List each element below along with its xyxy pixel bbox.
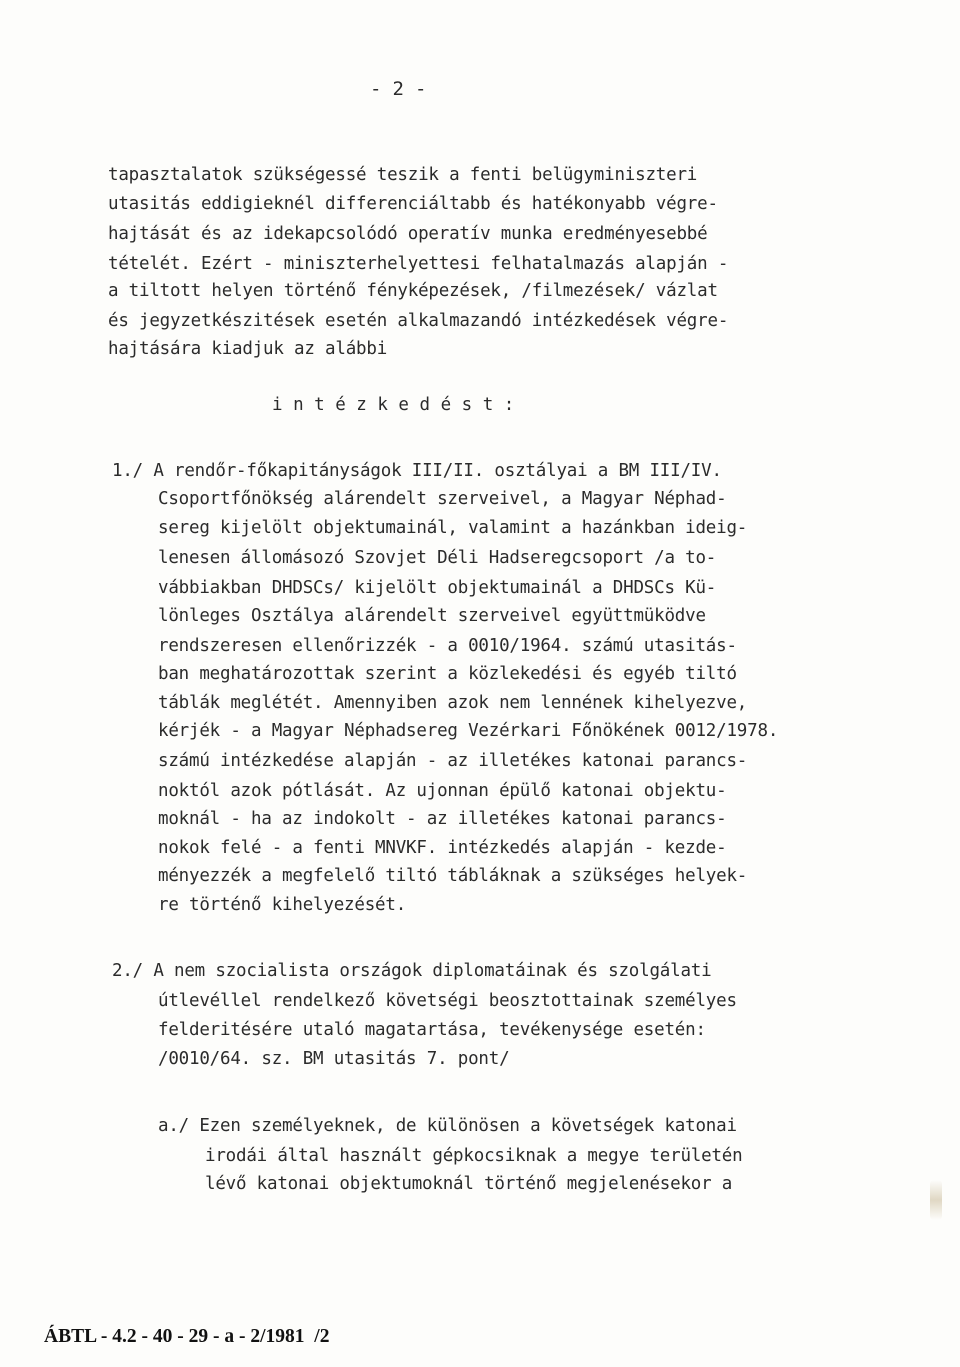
point1-line: vábbiakban DHDSCs/ kijelölt objektumainál a DHDSCs Kü- (158, 578, 717, 598)
point2a-line: a./ Ezen személyeknek, de különösen a követségek katonai (158, 1116, 737, 1136)
point1-line: lönleges Osztálya alárendelt szerveivel együttmüködve (158, 606, 706, 626)
intro-line: és jegyzetkészitések esetén alkalmazandó intézkedések végre- (108, 311, 729, 331)
intro-line: hajtását és az idekapcsolódó operatív munka eredményesebbé (108, 224, 708, 244)
point2-line: /0010/64. sz. BM utasitás 7. pont/ (158, 1049, 510, 1069)
point1-line: Csoportfőnökség alárendelt szerveivel, a Magyar Néphad- (158, 489, 727, 509)
point1-line: ményezzék a megfelelő tiltó tábláknak a szükséges helyek- (158, 866, 748, 886)
point1-line: rendszeresen ellenőrizzék - a 0010/1964. számú utasitás- (158, 636, 737, 656)
point1-line: 1./ A rendőr-főkapitányságok III/II. osztályai a BM III/IV. (112, 461, 722, 481)
point2a-line: irodái által használt gépkocsiknak a megye területén (205, 1146, 743, 1166)
intro-line: a tiltott helyen történő fényképezések, /filmezések/ vázlat (108, 281, 718, 301)
intro-line: utasitás eddigieknél differenciáltabb és hatékonyabb végre- (108, 194, 718, 214)
point2a-line: lévő katonai objektumoknál történő megjelenésekor a (205, 1174, 733, 1194)
page-number: - 2 - (370, 78, 427, 100)
point1-line: sereg kijelölt objektumainál, valamint a hazánkban ideig- (158, 518, 748, 538)
intro-line: hajtására kiadjuk az alábbi (108, 339, 388, 359)
point2-line: felderitésére utaló magatartása, tevékenysége esetén: (158, 1020, 706, 1040)
point1-line: kérjék - a Magyar Néphadsereg Vezérkari Főnökének 0012/1978. (158, 721, 779, 741)
point1-line: moknál - ha az indokolt - az illetékes katonai parancs- (158, 809, 727, 829)
point1-line: noktól azok pótlását. Az ujonnan épülő katonai objektu- (158, 781, 727, 801)
section-heading: i n t é z k e d é s t : (272, 395, 515, 415)
point1-line: lenesen állomásozó Szovjet Déli Hadseregcsoport /a to- (158, 548, 717, 568)
paper-stain-mark (930, 1180, 942, 1220)
point1-line: számú intézkedése alapján - az illetékes katonai parancs- (158, 751, 748, 771)
point1-line: táblák meglétét. Amennyiben azok nem lennének kihelyezve, (158, 693, 748, 713)
point2-line: útlevéllel rendelkező követségi beosztottainak személyes (158, 991, 737, 1011)
point1-line: nokok felé - a fenti MNVKF. intézkedés alapján - kezde- (158, 838, 727, 858)
point1-line: re történő kihelyezését. (158, 895, 407, 915)
archive-reference-stamp: ÁBTL - 4.2 - 40 - 29 - a - 2/1981 /2 (44, 1326, 330, 1347)
intro-line: tapasztalatok szükségessé teszik a fenti belügyminiszteri (108, 165, 698, 185)
point1-line: ban meghatározottak szerint a közlekedési és egyéb tiltó (158, 664, 737, 684)
point2-line: 2./ A nem szocialista országok diplomatáinak és szolgálati (112, 961, 712, 981)
intro-line: tételét. Ezért - miniszterhelyettesi felhatalmazás alapján - (108, 254, 729, 274)
